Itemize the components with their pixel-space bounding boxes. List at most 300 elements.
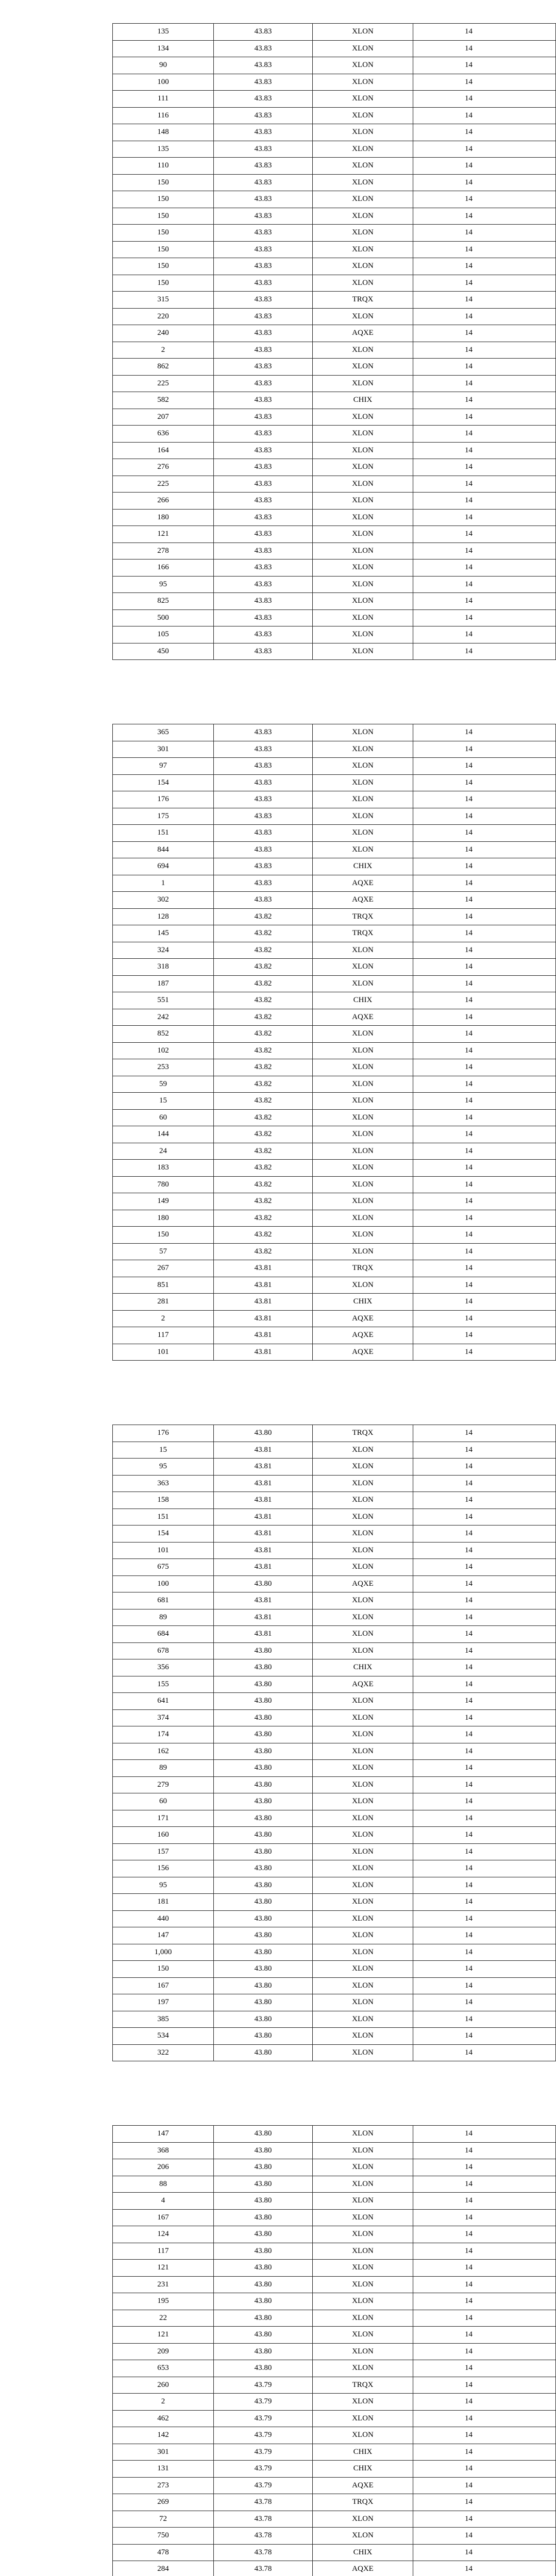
table-row	[113, 1526, 556, 1543]
time-cell: 14	[413, 191, 556, 208]
venue-cell: XLON	[313, 2260, 413, 2277]
table-row	[113, 359, 556, 376]
table-row	[113, 174, 556, 191]
volume-cell: 155	[113, 1676, 214, 1693]
venue-cell: XLON	[313, 741, 413, 758]
price-cell: 43.83	[214, 526, 313, 543]
time-cell: 14	[413, 1592, 556, 1609]
table-row	[113, 526, 556, 543]
price-cell: 43.83	[214, 392, 313, 409]
time-cell: 14	[413, 1793, 556, 1810]
table-row	[113, 74, 556, 91]
table-row	[113, 459, 556, 476]
volume-cell: 117	[113, 1327, 214, 1344]
table-row	[113, 2444, 556, 2461]
venue-cell: XLON	[313, 1760, 413, 1777]
volume-cell: 534	[113, 2028, 214, 2045]
time-cell: 14	[413, 225, 556, 242]
table-row	[113, 292, 556, 309]
table-row	[113, 2028, 556, 2045]
volume-cell: 301	[113, 741, 214, 758]
price-cell: 43.82	[214, 1143, 313, 1160]
table-row	[113, 1626, 556, 1643]
volume-cell: 151	[113, 1509, 214, 1526]
venue-cell: XLON	[313, 1776, 413, 1793]
table-row	[113, 24, 556, 41]
time-cell: 14	[413, 774, 556, 791]
venue-cell: XLON	[313, 359, 413, 376]
price-cell: 43.83	[214, 841, 313, 858]
venue-cell: XLON	[313, 308, 413, 325]
price-cell: 43.80	[214, 2176, 313, 2193]
price-cell: 43.83	[214, 858, 313, 875]
price-cell: 43.81	[214, 1626, 313, 1643]
price-cell: 43.82	[214, 1160, 313, 1177]
venue-cell: XLON	[313, 1277, 413, 1294]
table-row	[113, 875, 556, 892]
venue-cell: XLON	[313, 1126, 413, 1143]
table-row	[113, 1592, 556, 1609]
price-cell: 43.83	[214, 476, 313, 493]
time-cell: 14	[413, 1327, 556, 1344]
price-cell: 43.80	[214, 1827, 313, 1844]
table-row	[113, 191, 556, 208]
time-cell: 14	[413, 1093, 556, 1110]
venue-cell: XLON	[313, 1492, 413, 1509]
venue-cell: XLON	[313, 107, 413, 124]
table-row	[113, 741, 556, 758]
price-cell: 43.83	[214, 609, 313, 626]
venue-cell: XLON	[313, 141, 413, 158]
table-row	[113, 2243, 556, 2260]
volume-cell: 150	[113, 174, 214, 191]
price-cell: 43.80	[214, 1910, 313, 1927]
venue-cell: XLON	[313, 1843, 413, 1860]
time-cell: 14	[413, 643, 556, 660]
time-cell: 14	[413, 992, 556, 1009]
table-row	[113, 858, 556, 875]
table-row	[113, 1994, 556, 2011]
table-row	[113, 1743, 556, 1760]
venue-cell: XLON	[313, 2028, 413, 2045]
time-cell: 14	[413, 509, 556, 526]
time-cell: 14	[413, 1642, 556, 1659]
price-cell: 43.81	[214, 1492, 313, 1509]
venue-cell: XLON	[313, 1193, 413, 1210]
price-cell: 43.81	[214, 1344, 313, 1361]
venue-cell: CHIX	[313, 2444, 413, 2461]
table-row	[113, 2377, 556, 2394]
time-cell: 14	[413, 1575, 556, 1592]
table-row	[113, 1193, 556, 1210]
volume-cell: 636	[113, 426, 214, 443]
price-cell: 43.81	[214, 1294, 313, 1311]
price-cell: 43.83	[214, 208, 313, 225]
table-row	[113, 1676, 556, 1693]
venue-cell: XLON	[313, 208, 413, 225]
price-cell: 43.83	[214, 442, 313, 459]
table-row	[113, 892, 556, 909]
volume-cell: 231	[113, 2276, 214, 2293]
table-row	[113, 925, 556, 942]
volume-cell: 551	[113, 992, 214, 1009]
price-cell: 43.83	[214, 292, 313, 309]
venue-cell: XLON	[313, 1827, 413, 1844]
venue-cell: XLON	[313, 1475, 413, 1492]
time-cell: 14	[413, 1693, 556, 1710]
venue-cell: AQXE	[313, 1344, 413, 1361]
table-row	[113, 543, 556, 560]
price-cell: 43.81	[214, 1526, 313, 1543]
table-row	[113, 2327, 556, 2344]
price-cell: 43.80	[214, 1810, 313, 1827]
price-cell: 43.80	[214, 1860, 313, 1877]
price-cell: 43.82	[214, 1026, 313, 1043]
table-row	[113, 1126, 556, 1143]
venue-cell: XLON	[313, 1894, 413, 1911]
table-row	[113, 493, 556, 510]
volume-cell: 852	[113, 1026, 214, 1043]
volume-cell: 95	[113, 1877, 214, 1894]
time-cell: 14	[413, 526, 556, 543]
table-row	[113, 774, 556, 791]
table-row	[113, 643, 556, 660]
volume-cell: 851	[113, 1277, 214, 1294]
volume-cell: 301	[113, 2444, 214, 2461]
table-row	[113, 107, 556, 124]
volume-cell: 253	[113, 1059, 214, 1076]
table-row	[113, 560, 556, 577]
price-cell: 43.80	[214, 2011, 313, 2028]
time-cell: 14	[413, 1659, 556, 1676]
venue-cell: XLON	[313, 593, 413, 610]
price-cell: 43.80	[214, 2142, 313, 2159]
time-cell: 14	[413, 2176, 556, 2193]
volume-cell: 180	[113, 509, 214, 526]
volume-cell: 276	[113, 459, 214, 476]
venue-cell: XLON	[313, 225, 413, 242]
table-row	[113, 2260, 556, 2277]
venue-cell: XLON	[313, 825, 413, 842]
venue-cell: TRQX	[313, 908, 413, 925]
venue-cell: XLON	[313, 1542, 413, 1559]
table-row	[113, 2394, 556, 2411]
venue-cell: CHIX	[313, 1294, 413, 1311]
time-cell: 14	[413, 1927, 556, 1944]
volume-cell: 121	[113, 2327, 214, 2344]
volume-cell: 142	[113, 2427, 214, 2444]
venue-cell: XLON	[313, 626, 413, 643]
price-cell: 43.80	[214, 2343, 313, 2360]
table-row	[113, 1442, 556, 1459]
volume-cell: 135	[113, 141, 214, 158]
table-row	[113, 808, 556, 825]
volume-cell: 500	[113, 609, 214, 626]
time-cell: 14	[413, 2343, 556, 2360]
venue-cell: CHIX	[313, 2544, 413, 2561]
volume-cell: 844	[113, 841, 214, 858]
venue-cell: XLON	[313, 560, 413, 577]
price-cell: 43.80	[214, 2243, 313, 2260]
table-row	[113, 1760, 556, 1777]
volume-cell: 121	[113, 526, 214, 543]
table-row	[113, 992, 556, 1009]
time-cell: 14	[413, 141, 556, 158]
table-row	[113, 2360, 556, 2377]
venue-cell: XLON	[313, 57, 413, 74]
time-cell: 14	[413, 741, 556, 758]
table-row	[113, 476, 556, 493]
price-cell: 43.83	[214, 825, 313, 842]
price-cell: 43.83	[214, 91, 313, 108]
table-row	[113, 1093, 556, 1110]
volume-cell: 95	[113, 1459, 214, 1476]
volume-cell: 681	[113, 1592, 214, 1609]
price-cell: 43.80	[214, 2327, 313, 2344]
price-cell: 43.80	[214, 2028, 313, 2045]
time-cell: 14	[413, 2159, 556, 2176]
venue-cell: XLON	[313, 1927, 413, 1944]
price-cell: 43.82	[214, 1109, 313, 1126]
time-cell: 14	[413, 2394, 556, 2411]
table-row	[113, 1894, 556, 1911]
price-cell: 43.82	[214, 959, 313, 976]
venue-cell: XLON	[313, 1642, 413, 1659]
volume-cell: 24	[113, 1143, 214, 1160]
price-cell: 43.81	[214, 1459, 313, 1476]
time-cell: 14	[413, 158, 556, 175]
venue-cell: XLON	[313, 576, 413, 593]
price-cell: 43.83	[214, 40, 313, 57]
venue-cell: XLON	[313, 1743, 413, 1760]
table-row	[113, 2276, 556, 2293]
time-cell: 14	[413, 1126, 556, 1143]
venue-cell: AQXE	[313, 1575, 413, 1592]
venue-cell: XLON	[313, 1109, 413, 1126]
table-row	[113, 1877, 556, 1894]
table-row	[113, 1344, 556, 1361]
time-cell: 14	[413, 1626, 556, 1643]
volume-cell: 102	[113, 1042, 214, 1059]
venue-cell: XLON	[313, 1977, 413, 1994]
time-cell: 14	[413, 1709, 556, 1726]
venue-cell: XLON	[313, 1459, 413, 1476]
time-cell: 14	[413, 2360, 556, 2377]
venue-cell: AQXE	[313, 875, 413, 892]
price-cell: 43.83	[214, 875, 313, 892]
price-cell: 43.82	[214, 1243, 313, 1260]
venue-cell: XLON	[313, 2209, 413, 2226]
price-cell: 43.78	[214, 2511, 313, 2528]
table-row	[113, 1026, 556, 1043]
volume-cell: 160	[113, 1827, 214, 1844]
venue-cell: XLON	[313, 1243, 413, 1260]
price-cell: 43.79	[214, 2477, 313, 2494]
table-row	[113, 241, 556, 258]
price-cell: 43.80	[214, 1642, 313, 1659]
table-row	[113, 124, 556, 141]
time-cell: 14	[413, 392, 556, 409]
table-row	[113, 325, 556, 342]
venue-cell: XLON	[313, 1810, 413, 1827]
table-row	[113, 593, 556, 610]
venue-cell: XLON	[313, 942, 413, 959]
price-cell: 43.80	[214, 1575, 313, 1592]
volume-cell: 2	[113, 2394, 214, 2411]
price-cell: 43.80	[214, 2193, 313, 2210]
price-cell: 43.83	[214, 459, 313, 476]
volume-cell: 225	[113, 375, 214, 392]
volume-cell: 242	[113, 1009, 214, 1026]
price-cell: 43.82	[214, 925, 313, 942]
table-row	[113, 2193, 556, 2210]
volume-cell: 374	[113, 1709, 214, 1726]
volume-cell: 150	[113, 1227, 214, 1244]
price-cell: 43.80	[214, 1693, 313, 1710]
trade-table	[112, 23, 556, 660]
time-cell: 14	[413, 1425, 556, 1442]
price-cell: 43.82	[214, 1210, 313, 1227]
volume-cell: 641	[113, 1693, 214, 1710]
price-cell: 43.83	[214, 741, 313, 758]
volume-cell: 121	[113, 2260, 214, 2277]
table-row	[113, 141, 556, 158]
time-cell: 14	[413, 1009, 556, 1026]
time-cell: 14	[413, 442, 556, 459]
time-cell: 14	[413, 858, 556, 875]
table-row	[113, 1776, 556, 1793]
table-row	[113, 1961, 556, 1978]
time-cell: 14	[413, 459, 556, 476]
price-cell: 43.78	[214, 2544, 313, 2561]
volume-cell: 150	[113, 258, 214, 275]
volume-cell: 164	[113, 442, 214, 459]
time-cell: 14	[413, 292, 556, 309]
price-cell: 43.79	[214, 2377, 313, 2394]
venue-cell: XLON	[313, 1709, 413, 1726]
volume-cell: 128	[113, 908, 214, 925]
volume-cell: 368	[113, 2142, 214, 2159]
time-cell: 14	[413, 1310, 556, 1327]
volume-cell: 225	[113, 476, 214, 493]
venue-cell: XLON	[313, 1994, 413, 2011]
volume-cell: 175	[113, 808, 214, 825]
time-cell: 14	[413, 791, 556, 808]
table-row	[113, 1260, 556, 1277]
table-row	[113, 1709, 556, 1726]
volume-cell: 167	[113, 1977, 214, 1994]
volume-cell: 158	[113, 1492, 214, 1509]
trade-table-block-3	[112, 1425, 497, 2057]
price-cell: 43.80	[214, 1726, 313, 1743]
time-cell: 14	[413, 1944, 556, 1961]
table-row	[113, 308, 556, 325]
price-cell: 43.82	[214, 908, 313, 925]
venue-cell: XLON	[313, 2126, 413, 2143]
price-cell: 43.83	[214, 643, 313, 660]
volume-cell: 150	[113, 1961, 214, 1978]
price-cell: 43.80	[214, 1927, 313, 1944]
venue-cell: XLON	[313, 1160, 413, 1177]
price-cell: 43.83	[214, 308, 313, 325]
time-cell: 14	[413, 124, 556, 141]
time-cell: 14	[413, 1894, 556, 1911]
volume-cell: 302	[113, 892, 214, 909]
table-row	[113, 509, 556, 526]
volume-cell: 134	[113, 40, 214, 57]
table-row	[113, 258, 556, 275]
venue-cell: XLON	[313, 959, 413, 976]
table-row	[113, 1927, 556, 1944]
venue-cell: XLON	[313, 1609, 413, 1626]
table-row	[113, 2159, 556, 2176]
table-row	[113, 2427, 556, 2444]
volume-cell: 15	[113, 1093, 214, 1110]
price-cell: 43.80	[214, 1877, 313, 1894]
time-cell: 14	[413, 2293, 556, 2310]
volume-cell: 2	[113, 1310, 214, 1327]
time-cell: 14	[413, 426, 556, 443]
venue-cell: XLON	[313, 124, 413, 141]
table-row	[113, 1575, 556, 1592]
venue-cell: XLON	[313, 1860, 413, 1877]
price-cell: 43.81	[214, 1260, 313, 1277]
table-row	[113, 342, 556, 359]
table-row	[113, 576, 556, 593]
time-cell: 14	[413, 57, 556, 74]
venue-cell: XLON	[313, 791, 413, 808]
volume-cell: 101	[113, 1344, 214, 1361]
time-cell: 14	[413, 2561, 556, 2576]
time-cell: 14	[413, 808, 556, 825]
volume-cell: 162	[113, 1743, 214, 1760]
volume-cell: 187	[113, 975, 214, 992]
venue-cell: XLON	[313, 442, 413, 459]
price-cell: 43.83	[214, 141, 313, 158]
time-cell: 14	[413, 1559, 556, 1576]
venue-cell: XLON	[313, 2226, 413, 2243]
price-cell: 43.82	[214, 1126, 313, 1143]
volume-cell: 95	[113, 576, 214, 593]
price-cell: 43.80	[214, 1894, 313, 1911]
volume-cell: 675	[113, 1559, 214, 1576]
price-cell: 43.80	[214, 2126, 313, 2143]
volume-cell: 273	[113, 2477, 214, 2494]
venue-cell: XLON	[313, 158, 413, 175]
volume-cell: 694	[113, 858, 214, 875]
table-row	[113, 2410, 556, 2427]
table-row	[113, 2528, 556, 2545]
price-cell: 43.83	[214, 342, 313, 359]
time-cell: 14	[413, 2193, 556, 2210]
time-cell: 14	[413, 2377, 556, 2394]
price-cell: 43.82	[214, 1076, 313, 1093]
volume-cell: 4	[113, 2193, 214, 2210]
venue-cell: XLON	[313, 526, 413, 543]
time-cell: 14	[413, 308, 556, 325]
venue-cell: XLON	[313, 1442, 413, 1459]
time-cell: 14	[413, 74, 556, 91]
table-row	[113, 2011, 556, 2028]
volume-cell: 197	[113, 1994, 214, 2011]
time-cell: 14	[413, 2477, 556, 2494]
venue-cell: XLON	[313, 1509, 413, 1526]
price-cell: 43.83	[214, 774, 313, 791]
volume-cell: 60	[113, 1793, 214, 1810]
time-cell: 14	[413, 258, 556, 275]
table-row	[113, 1294, 556, 1311]
table-row	[113, 275, 556, 292]
